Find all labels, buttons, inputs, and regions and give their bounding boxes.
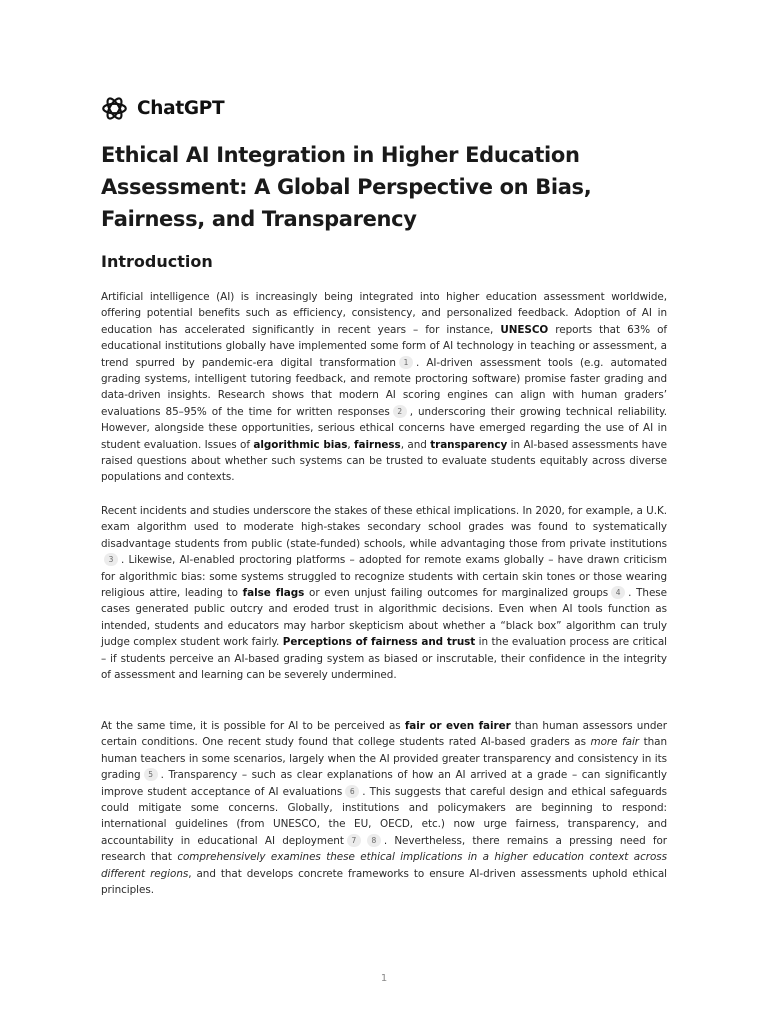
text-run: . Transparency – such as clear explanations of how an AI arrived at a grade – can significantly improve student acceptance of AI evaluations: [101, 769, 667, 798]
text-run: in the evaluation process are critical – if students perceive an AI-based grading system as biased or inscrutable, their confidence in the integrity of assessment and learning can be severely undermined.: [101, 636, 667, 682]
text-run: . These cases generated public outcry and eroded trust in algorithmic decisions. Even when AI tools function as intended, students and educators may harbor skepticism about whether a “black box” algorithm can truly judge complex student work fairly.: [101, 587, 667, 649]
paragraph-2: [101, 503, 667, 683]
bold-text: transparency: [430, 438, 508, 451]
citation-badge[interactable]: 7: [347, 834, 361, 847]
text-run: Recent incidents and studies underscore the stakes of these ethical implications. In 2020, for example, a U.K. exam algorithm used to moderate high-stakes secondary school grades was found to systematically disadvantage students from public (state-funded) schools, while advantaging those from private institutions: [101, 505, 667, 550]
text-run: , underscoring their growing technical reliability. However, alongside these opportunities, serious ethical concerns have emerged regarding the use of AI in student evaluation. Issues of: [101, 405, 667, 451]
text-run: . Likewise, AI-enabled proctoring platforms – adopted for remote exams globally – have drawn criticism for algorithmic bias: some systems struggled to recognize students with certain skin tones or those wearing religious attire, leading to: [101, 554, 667, 600]
paragraph-1: [101, 289, 667, 486]
text-run: than human teachers in some scenarios, largely when the AI provided greater transparency and consistency in its grading: [101, 736, 667, 782]
text-run: in AI-based assessments have raised questions about whether such systems can be trusted to evaluate students equitably across diverse populations and contexts.: [101, 438, 667, 484]
document-title: Ethical AI Integration in Higher Education Assessment: A Global Perspective on Bias, Fairness, and Transparency: [101, 143, 592, 231]
citation-badge[interactable]: 3: [104, 553, 118, 566]
brand-header: [101, 95, 224, 122]
citation-badge[interactable]: 8: [367, 834, 381, 847]
bold-text: fairness: [354, 438, 401, 451]
bold-text: UNESCO: [500, 323, 549, 336]
bold-text: false flags: [242, 587, 305, 600]
citation-badge[interactable]: 2: [393, 405, 407, 418]
text-run: . This suggests that careful design and ethical safeguards could mitigate some concerns. Globally, institutions and policymakers are beginning to respond: international guidelines (from UNESCO, the EU, OECD, etc.) now urge fairness, transparency, and accountability in educational AI deployment: [101, 785, 668, 847]
bold-text: fair or even fairer: [404, 720, 511, 732]
paragraph-3: [101, 718, 667, 898]
text-run: At the same time, it is possible for AI to be perceived as: [101, 720, 405, 732]
text-run: , and that develops concrete frameworks to ensure AI-driven assessments uphold ethical principles.: [101, 867, 667, 897]
citation-badge[interactable]: 6: [345, 785, 359, 798]
brand-name: ChatGPT: [137, 98, 225, 119]
section-heading: Introduction: [101, 252, 213, 271]
text-run: . AI-driven assessment tools (e.g. automated grading systems, intelligent tutoring feedback, and remote proctoring software) promise faster grading and data-driven insights. Research shows that modern AI scoring engines can align with human graders’ evaluations 85–95% of the time for written responses: [101, 356, 668, 418]
text-run: , and: [400, 438, 431, 451]
text-run: ,: [347, 438, 355, 451]
text-run: . Nevertheless, there remains a pressing need for research that: [101, 834, 667, 864]
italic-text: more fair: [590, 736, 640, 749]
citation-badge[interactable]: 1: [399, 356, 413, 369]
citation-badge[interactable]: 4: [611, 586, 625, 599]
text-run: reports that 63% of educational institutions globally have implemented some form of AI technology in teaching or assessment, a trend spurred by pandemic-era digital transformation: [101, 323, 667, 369]
page-number: 1: [380, 973, 388, 984]
citation-badge[interactable]: 5: [144, 768, 158, 781]
text-run: than human assessors under certain conditions. One recent study found that college students rated AI-based graders as: [101, 720, 667, 749]
italic-text: comprehensively examines these ethical implications in a higher education context across different regions: [101, 851, 667, 880]
text-run: Artificial intelligence (AI) is increasingly being integrated into higher education assessment worldwide, offering potential benefits such as efficiency, consistency, and personalized feedback. Adoption of AI in education has accelerated significantly in recent years – for instance,: [101, 291, 667, 336]
openai-knot-icon: [101, 95, 128, 122]
bold-text: Perceptions of fairness and trust: [282, 636, 476, 649]
bold-text: algorithmic bias: [253, 438, 348, 451]
text-run: or even unjust failing outcomes for marginalized groups: [304, 587, 609, 600]
